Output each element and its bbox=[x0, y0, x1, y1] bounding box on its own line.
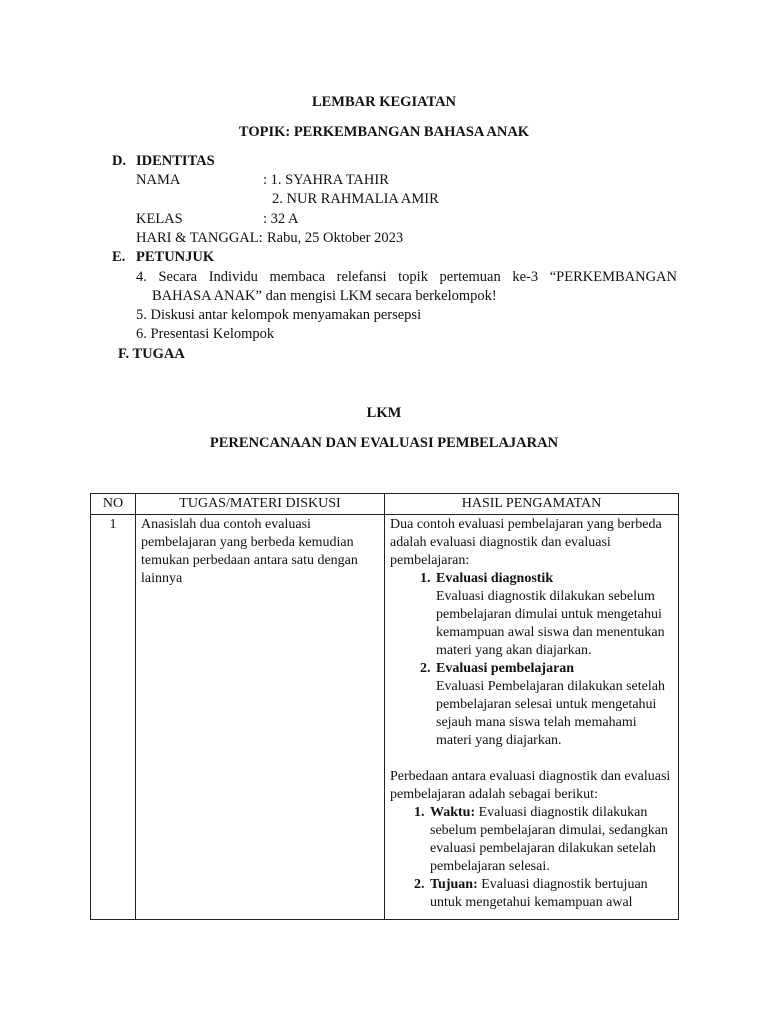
eval-2-desc: Evaluasi Pembelajaran dilakukan setelah pembelajaran selesai untuk mengetahui sejauh mana siswa telah memahami materi yang diajarkan. bbox=[436, 679, 665, 748]
topic-title: TOPIK: PERKEMBANGAN BAHASA ANAK bbox=[238, 124, 530, 140]
diff-1-label: Waktu: bbox=[430, 805, 476, 820]
diff-1-text: Evaluasi diagnostik dilakukan sebelum pembelajaran dimulai, sedangkan evaluasi pembelajaran dilakukan setelah pembelajaran selesai. bbox=[430, 805, 668, 874]
evaluation-list bbox=[390, 570, 673, 750]
kelas-value: : 32 A bbox=[263, 211, 299, 227]
petunjuk-item-4-line-2: BAHASA ANAK” dan mengisi LKM secara berkelompok! bbox=[152, 288, 497, 304]
list-item bbox=[434, 570, 673, 660]
lkm-subtitle: PERENCANAAN DAN EVALUASI PEMBELAJARAN bbox=[209, 435, 559, 451]
hasil-content bbox=[390, 516, 673, 918]
lkm-title: LKM bbox=[366, 405, 402, 421]
spacer bbox=[390, 750, 673, 768]
petunjuk-letter: E. bbox=[112, 249, 126, 265]
perbedaan-intro: Perbedaan antara evaluasi diagnostik dan evaluasi pembelajaran adalah sebagai berikut: bbox=[390, 769, 671, 802]
difference-list bbox=[390, 804, 673, 912]
petunjuk-heading: PETUNJUK bbox=[136, 249, 215, 265]
nama-label: NAMA bbox=[136, 172, 181, 188]
list-item bbox=[428, 804, 673, 876]
identitas-letter: D. bbox=[112, 153, 127, 169]
lkm-table bbox=[90, 493, 679, 920]
identitas-heading: IDENTITAS bbox=[136, 153, 215, 169]
eval-2-title: 2. Evaluasi pembelajaran bbox=[436, 661, 575, 676]
petunjuk-item-4-line-1: 4. Secara Individu membaca relefansi topik pertemuan ke-3 “PERKEMBANGAN bbox=[136, 269, 677, 285]
kelas-label: KELAS bbox=[136, 211, 183, 227]
nama-value-2: 2. NUR RAHMALIA AMIR bbox=[272, 191, 439, 207]
eval-1-title: 1. Evaluasi diagnostik bbox=[436, 571, 554, 586]
petunjuk-item-5: 5. Diskusi antar kelompok menyamakan persepsi bbox=[136, 307, 422, 323]
list-item bbox=[428, 876, 673, 912]
table-header-row bbox=[91, 494, 679, 515]
hari-tanggal-label: HARI & TANGGAL: bbox=[136, 230, 263, 246]
document-title: LEMBAR KEGIATAN bbox=[311, 94, 457, 110]
column-header-tugas: TUGAS/MATERI DISKUSI bbox=[136, 494, 385, 515]
nama-value-1: : 1. SYAHRA TAHIR bbox=[263, 172, 389, 188]
column-header-no: NO bbox=[91, 494, 136, 515]
hasil-cell bbox=[385, 515, 679, 920]
hasil-intro: Dua contoh evaluasi pembelajaran yang berbeda adalah evaluasi diagnostik dan evaluasi pembelajaran: bbox=[390, 517, 662, 568]
eval-1-desc: Evaluasi diagnostik dilakukan sebelum pembelajaran dimulai untuk mengetahui kemampuan awal siswa dan menentukan materi yang akan diajarkan. bbox=[436, 589, 665, 658]
diff-2-text: Evaluasi diagnostik bertujuan untuk mengetahui kemampuan awal bbox=[430, 877, 648, 910]
table-row bbox=[91, 515, 679, 920]
column-header-hasil: HASIL PENGAMATAN bbox=[385, 494, 679, 515]
tugas-cell: Anasislah dua contoh evaluasi pembelajaran yang berbeda kemudian temukan perbedaan antara satu dengan lainnya bbox=[136, 515, 385, 920]
petunjuk-item-6: 6. Presentasi Kelompok bbox=[136, 326, 275, 342]
diff-2-label: Tujuan: bbox=[430, 877, 478, 892]
tugas-heading: F. TUGAA bbox=[118, 346, 185, 362]
hari-tanggal-value: Rabu, 25 Oktober 2023 bbox=[267, 230, 404, 246]
list-item bbox=[434, 660, 673, 750]
row-number: 1 bbox=[91, 515, 136, 920]
